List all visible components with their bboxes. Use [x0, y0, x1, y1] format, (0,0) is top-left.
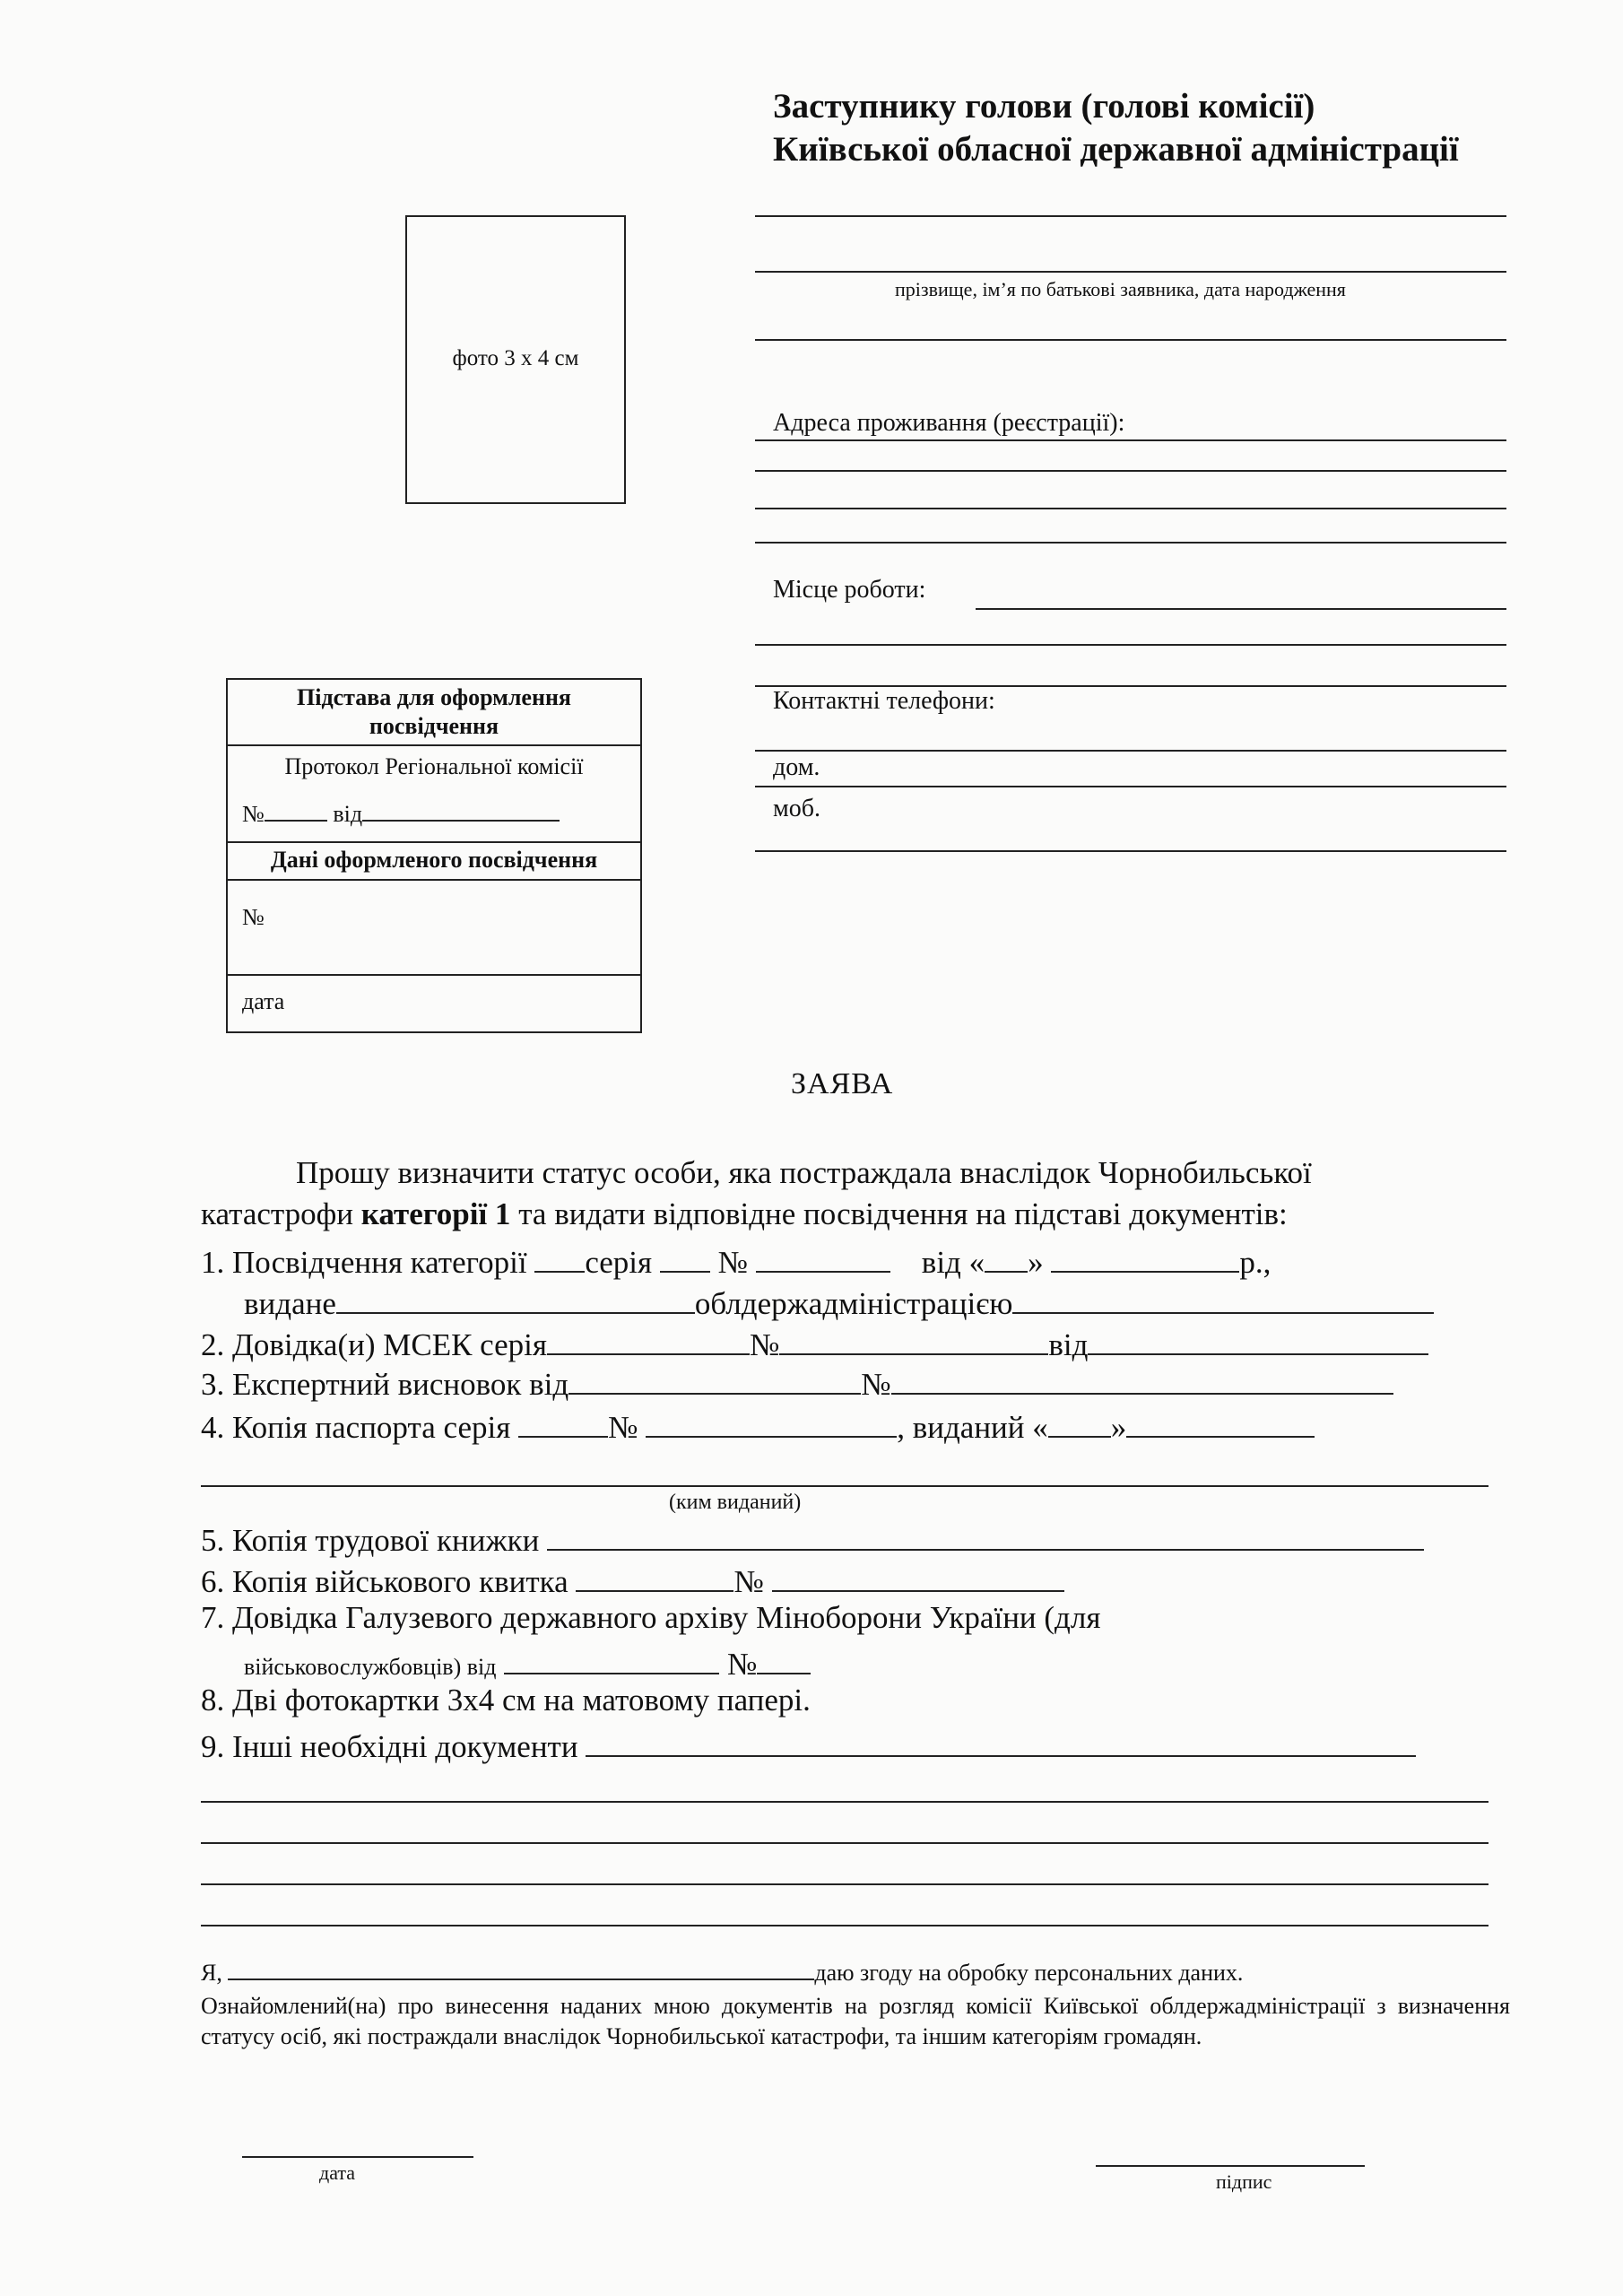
phones-label: Контактні телефони:	[773, 687, 995, 715]
date-caption: дата	[319, 2161, 356, 2184]
item-1-date-close: »	[1028, 1245, 1044, 1280]
item-5-line[interactable]	[201, 1518, 1424, 1559]
item-2-date-label: від	[1048, 1327, 1089, 1362]
address-line-1[interactable]	[755, 439, 1506, 441]
item-4-issued-open: , виданий «	[897, 1410, 1048, 1445]
item-1-oblast-label: облдержадміністрацією	[694, 1286, 1013, 1321]
item-6-number-label: №	[733, 1564, 764, 1599]
mobile-phone-line[interactable]	[755, 850, 1506, 852]
intro-line-2	[201, 1196, 1288, 1232]
photo-label: фото 3 х 4 см	[452, 346, 579, 370]
address-line-4[interactable]	[755, 542, 1506, 544]
item-7-number-label: №	[726, 1647, 758, 1682]
issued-title-row	[228, 843, 640, 881]
item-3-label: 3. Експертний висновок від	[201, 1367, 569, 1402]
basis-box	[226, 678, 642, 1033]
other-docs-line-2[interactable]	[201, 1842, 1488, 1844]
basis-title-row	[228, 680, 640, 746]
applicant-name-caption: прізвище, ім’я по батькові заявника, дата народження	[895, 278, 1346, 300]
intro-text-post: та видати відповідне посвідчення на підставі документів:	[510, 1196, 1288, 1231]
consent-line[interactable]	[201, 1955, 1243, 1987]
item-4-issuer-line[interactable]	[201, 1485, 1488, 1487]
issued-number-label: №	[242, 904, 265, 930]
item-1-issued-label: видане	[244, 1286, 336, 1321]
item-4-line[interactable]	[201, 1405, 1315, 1446]
item-5-label: 5. Копія трудової книжки	[201, 1523, 540, 1558]
item-3-line[interactable]	[201, 1361, 1393, 1403]
protocol-label: Протокол Регіональної комісії	[284, 753, 584, 779]
intro-category: категорії 1	[360, 1196, 511, 1231]
item-7-line-1: 7. Довідка Галузевого державного архіву Міноборони України (для	[201, 1600, 1101, 1635]
item-3-number-label: №	[861, 1367, 891, 1402]
item-7-line-2[interactable]	[244, 1641, 811, 1683]
home-phone-line[interactable]	[755, 786, 1506, 787]
intro-text-pre: катастрофи	[201, 1196, 361, 1231]
applicant-name-line-1[interactable]	[755, 215, 1506, 217]
signature-caption: підпис	[1216, 2170, 1272, 2193]
item-4-issued-close: »	[1110, 1410, 1127, 1445]
work-line-2[interactable]	[755, 644, 1506, 646]
other-docs-line-3[interactable]	[201, 1883, 1488, 1885]
other-docs-line-4[interactable]	[201, 1925, 1488, 1926]
photo-box	[405, 215, 626, 504]
item-1-line-1[interactable]	[201, 1239, 1271, 1281]
item-6-line[interactable]	[201, 1559, 1064, 1600]
item-1-date-open: від «	[921, 1245, 985, 1280]
item-1-number-label: №	[717, 1245, 749, 1280]
item-1-label: 1. Посвідчення категорії	[201, 1245, 527, 1280]
protocol-row	[228, 746, 640, 843]
item-1-year-suffix: р.,	[1239, 1245, 1271, 1280]
item-1-series-label: серія	[585, 1245, 653, 1280]
item-9-line[interactable]	[201, 1724, 1416, 1765]
applicant-name-line-2[interactable]	[755, 271, 1506, 273]
item-2-number-label: №	[750, 1327, 780, 1362]
item-1-line-2[interactable]	[244, 1281, 1434, 1322]
issued-title: Дані оформленого посвідчення	[270, 847, 598, 873]
protocol-number-sign: №	[242, 801, 265, 827]
item-8-line: 8. Дві фотокартки 3х4 см на матовому папері.	[201, 1683, 811, 1718]
statement-title: ЗАЯВА	[791, 1067, 894, 1100]
item-7-date-label: військовослужбовців) від	[244, 1654, 497, 1680]
phones-line[interactable]	[755, 750, 1506, 752]
issued-date-label: дата	[242, 988, 285, 1014]
applicant-name-line-3[interactable]	[755, 339, 1506, 341]
basis-title: Підстава для оформлення посвідчення	[297, 684, 571, 739]
item-2-label: 2. Довідка(и) МСЕК серія	[201, 1327, 547, 1362]
signature-line[interactable]	[1096, 2165, 1365, 2167]
home-phone-label: дом.	[773, 753, 820, 781]
addressee-line-1: Заступнику голови (голові комісії)	[773, 87, 1315, 126]
item-4-issuer-caption: (ким виданий)	[669, 1491, 802, 1514]
mobile-phone-label: моб.	[773, 795, 820, 822]
work-line-1[interactable]	[976, 608, 1506, 610]
address-line-2[interactable]	[755, 470, 1506, 472]
item-6-label: 6. Копія військового квитка	[201, 1564, 568, 1599]
item-2-line[interactable]	[201, 1322, 1428, 1363]
protocol-from-label: від	[333, 801, 363, 827]
item-9-label: 9. Інші необхідні документи	[201, 1729, 578, 1764]
work-label: Місце роботи:	[773, 576, 926, 604]
address-line-3[interactable]	[755, 508, 1506, 509]
addressee-line-2: Київської обласної державної адміністрації	[773, 130, 1459, 169]
issued-date-row[interactable]	[228, 976, 640, 1035]
intro-line-1: Прошу визначити статус особи, яка постраждала внаслідок Чорнобильської	[296, 1155, 1312, 1190]
issued-number-row[interactable]	[228, 881, 640, 976]
protocol-number-field[interactable]	[242, 796, 560, 828]
item-4-number-label: №	[608, 1410, 638, 1445]
acknowledgement-text: Ознайомлений(на) про винесення наданих мною документів на розгляд комісії Київської облдержадміністрації з визначення статусу осіб, які постраждали внаслідок Чорнобильської катастрофи, та іншим категоріям громадян.	[201, 1993, 1510, 2049]
other-docs-line-1[interactable]	[201, 1801, 1488, 1803]
consent-agree-text: даю згоду на обробку персональних даних.	[814, 1960, 1244, 1986]
date-signature-line[interactable]	[242, 2156, 473, 2158]
address-label: Адреса проживання (реєстрації):	[773, 409, 1125, 437]
item-4-label: 4. Копія паспорта серія	[201, 1410, 511, 1445]
consent-prefix: Я,	[201, 1960, 222, 1986]
